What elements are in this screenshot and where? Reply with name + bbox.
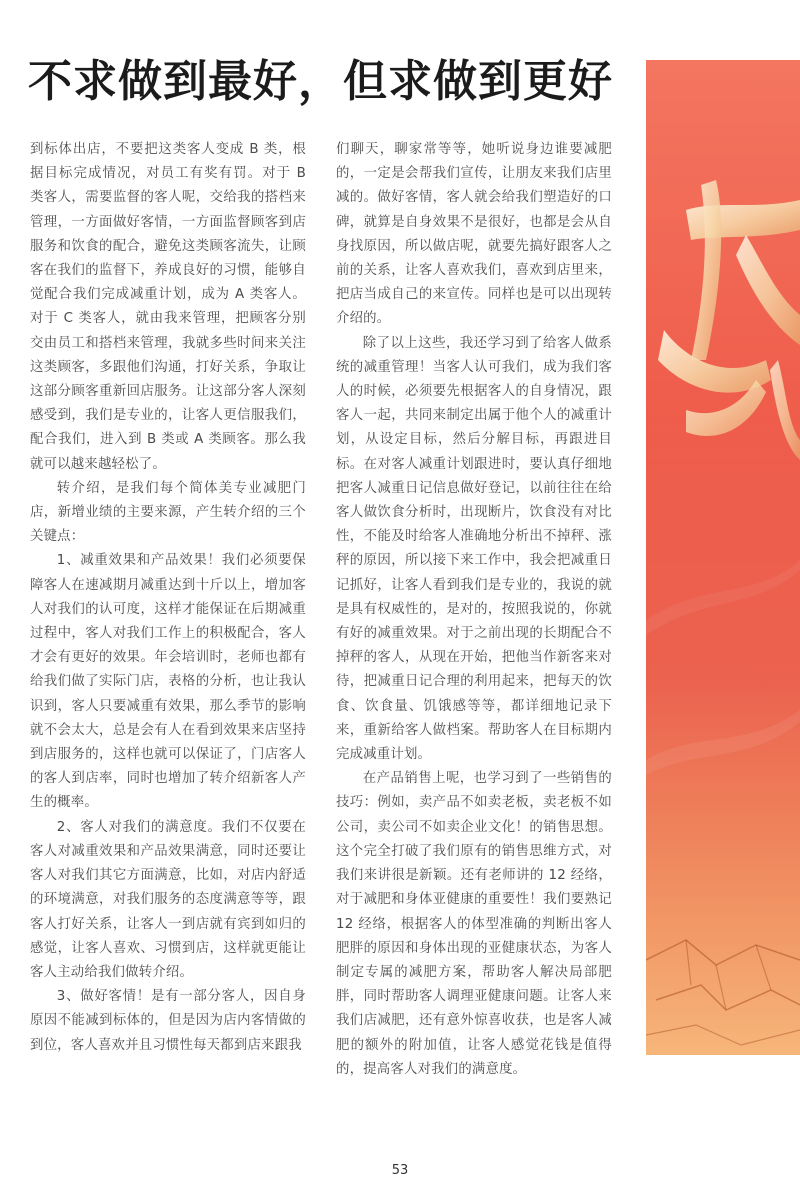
paragraph: 到标体出店，不要把这类客人变成 B 类，根据目标完成情况，对员工有奖有罚。对于 B 类客人，需要监督的客人呢，交给我的搭档来管理，一方面做好客情，一方面监督顾客到店服务和饮食的配合，避免这类顾客流失，让顾客在我们的监督下，养成良好的习惯，能够自觉配合我们完成减重计划，成为 A 类客人。对于 C 类客人，就由我来管理，把顾客分别交由员工和搭档来管理，我就多些时间来关注这类顾客，多跟他们沟通，打好关系，争取让这部分顾客重新回店服务。让这部分客人深刻感受到，我们是专业的，让客人更信服我们，配合我们，进入到 B 类或 A 类顾客。那么我就可以越来越轻松了。: [30, 142, 306, 472]
paragraph: 转介绍，是我们每个简体美专业减肥门店，新增业绩的主要来源，产生转介绍的三个关键点：: [30, 480, 306, 545]
decorative-artwork: [646, 60, 800, 1055]
paragraph: 2、客人对我们的满意度。我们不仅要在客人对减重效果和产品效果满意，同时还要让客人对我们其它方面满意，比如，对店内舒适的环境满意，对我们服务的态度满意等等，跟客人打好关系，让客人一到店就有宾到如归的感觉，让客人喜欢、习惯到店，这样就更能让客人主动给我们做转介绍。: [30, 819, 306, 980]
paragraph: 在产品销售上呢，也学习到了一些销售的技巧：例如，卖产品不如卖老板，卖老板不如公司，卖公司不如卖企业文化！的销售思想。这个完全打破了我们原有的销售思维方式，对我们来讲很是新颖。还有老师讲的 12 经络，对于减肥和身体亚健康的重要性！我们要熟记 12 经络，根据客人的体型准确的判断出客人肥胖的原因和身体出现的亚健康状态，为客人制定专属的减肥方案，帮助客人解决局部肥胖，同时帮助客人调理亚健康问题。让客人来我们店减肥，还有意外惊喜收获，也是客人减肥的额外的附加值，让客人感觉花钱是值得的，提高客人对我们的满意度。: [336, 771, 612, 1077]
paragraph: 3、做好客情！是有一部分客人，因自身原因不能减到标体的，但是因为店内客情做的到位，客人喜欢并且习惯性每天都到店来跟我: [30, 989, 306, 1053]
right-column: [336, 138, 612, 1082]
paragraph: 除了以上这些，我还学习到了给客人做系统的减重管理！当客人认可我们，成为我们客人的时候，必须要先根据客人的自身情况，跟客人一起，共同来制定出属于他个人的减重计划，从设定目标，然后分解目标，再跟进目标。在对客人减重计划跟进时，要认真仔细地把客人减重日记信息做好登记，以前往往在给客人做饮食分析时，出现断片，饮食没有对比性，不能及时给客人准确地分析出不掉秤、涨秤的原因，所以接下来工作中，我会把减重日记抓好，让客人看到我们是专业的，我说的就是具有权威性的，是对的，按照我说的，你就有好的减重效果。对于之前出现的长期配合不掉秤的客人，从现在开始，把他当作新客来对待，把减重日记合理的利用起来，把每天的饮食、饮食量、饥饿感等等，都详细地记录下来，重新给客人做档案。帮助客人在目标期内完成减重计划。: [336, 335, 612, 763]
paragraph: 1、减重效果和产品效果！我们必须要保障客人在速减期月减重达到十斤以上，增加客人对我们的认可度，这样才能保证在后期减重过程中，客人对我们工作上的积极配合，客人才会有更好的效果。年会培训时，老师也都有给我们做了实际门店，表格的分析，也让我认识到，客人只要减重有效果，那么季节的影响就不会太大，总是会有人在看到效果来店坚持到店服务的，这样也就可以保证了，门店客人的客人到店率，同时也增加了转介绍新客人产生的概率。: [30, 553, 306, 811]
decorative-image-strip: [646, 60, 800, 1055]
page-title: 不求做到最好，但求做到更好: [28, 56, 613, 107]
paragraph: 们聊天，聊家常等等，她听说身边谁要减肥的，一定是会帮我们宣传，让朋友来我们店里减的。做好客情，客人就会给我们塑造好的口碑，就算是自身效果不是很好，也都是会从自身找原因，所以做店呢，就要先搞好跟客人之前的关系，让客人喜欢我们，喜欢到店里来，把店当成自己的来宣传。同样也是可以出现转介绍的。: [336, 142, 612, 327]
left-column: [30, 138, 306, 1058]
page-number: 53: [391, 1163, 409, 1178]
